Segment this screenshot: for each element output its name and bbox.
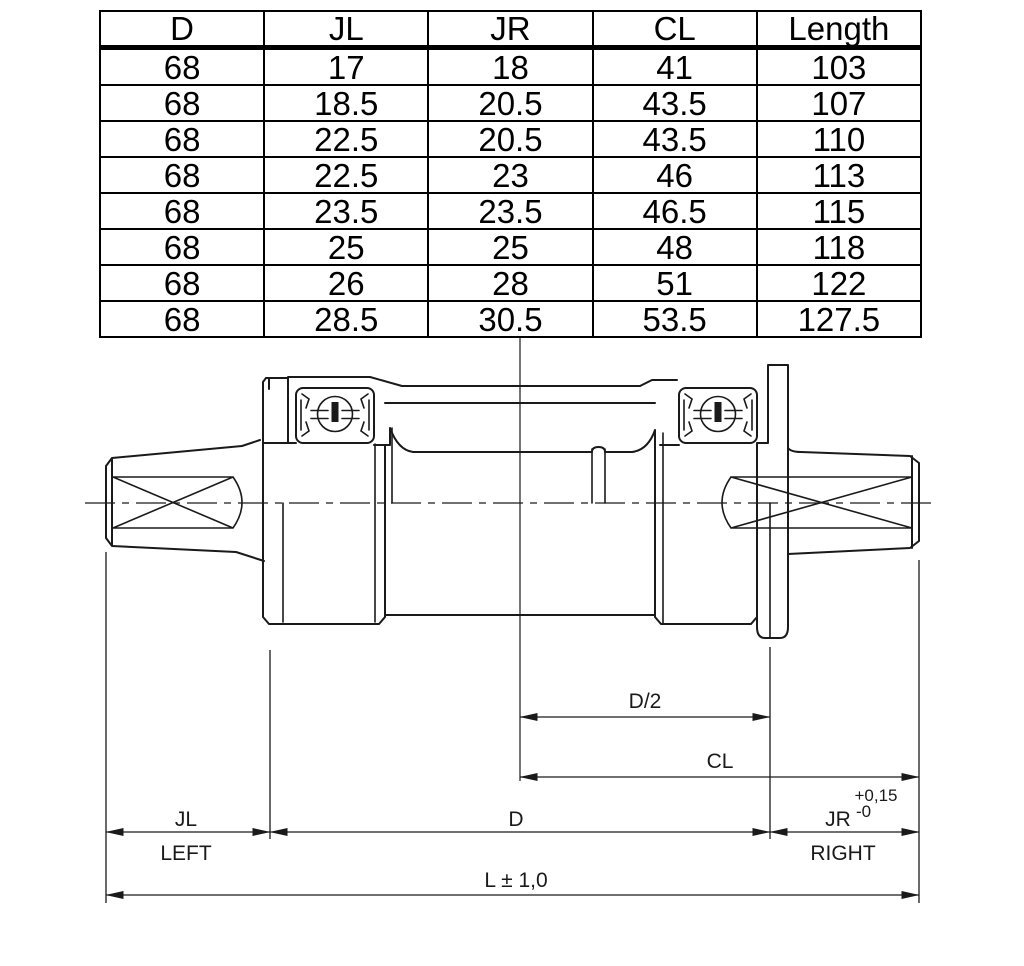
table-cell: 68 — [100, 121, 264, 157]
table-cell: 23.5 — [264, 193, 428, 229]
table-cell: 28.5 — [264, 301, 428, 337]
table-cell: 30.5 — [428, 301, 592, 337]
table-cell: 23 — [428, 157, 592, 193]
table-cell: 41 — [593, 48, 757, 86]
label-right: RIGHT — [810, 842, 876, 865]
label-d: D — [508, 808, 524, 831]
table-header-cell: D — [100, 11, 264, 48]
label-left: LEFT — [160, 842, 212, 865]
table-cell: 51 — [593, 265, 757, 301]
label-length-total: L ± 1,0 — [484, 869, 548, 892]
extension-lines — [106, 552, 919, 903]
left-bearing — [296, 388, 374, 443]
table-cell: 122 — [757, 265, 921, 301]
table-cell: 26 — [264, 265, 428, 301]
label-jr-tolerance-upper: +0,15 — [854, 786, 898, 805]
label-d-half: D/2 — [628, 690, 662, 713]
dimension-labels — [160, 690, 897, 892]
table-cell: 103 — [757, 48, 921, 86]
table-cell: 68 — [100, 85, 264, 121]
table-cell: 25 — [264, 229, 428, 265]
table-cell: 22.5 — [264, 157, 428, 193]
table-cell: 48 — [593, 229, 757, 265]
label-jr: JR — [825, 808, 851, 831]
table-cell: 20.5 — [428, 85, 592, 121]
table-header-cell: JR — [428, 11, 592, 48]
shell-and-spindle — [374, 403, 679, 615]
table-cell: 17 — [264, 48, 428, 86]
table-cell: 68 — [100, 193, 264, 229]
table-cell: 28 — [428, 265, 592, 301]
label-jr-tolerance-lower: -0 — [856, 802, 872, 821]
table-cell: 20.5 — [428, 121, 592, 157]
table-cell: 110 — [757, 121, 921, 157]
table-cell: 107 — [757, 85, 921, 121]
label-jl: JL — [174, 808, 198, 831]
table-cell: 68 — [100, 265, 264, 301]
table-cell: 68 — [100, 301, 264, 337]
table-cell: 18 — [428, 48, 592, 86]
left-spindle — [106, 440, 264, 561]
table-cell: 68 — [100, 229, 264, 265]
table-cell: 127.5 — [757, 301, 921, 337]
left-cup — [263, 377, 640, 624]
table-cell: 22.5 — [264, 121, 428, 157]
table-cell: 68 — [100, 48, 264, 86]
right-bearing — [679, 388, 757, 443]
table-header-cell: CL — [593, 11, 757, 48]
table-cell: 118 — [757, 229, 921, 265]
table-cell: 46.5 — [593, 193, 757, 229]
table-cell: 68 — [100, 157, 264, 193]
table-cell: 43.5 — [593, 121, 757, 157]
table-cell: 115 — [757, 193, 921, 229]
label-cl: CL — [706, 750, 734, 773]
table-cell: 113 — [757, 157, 921, 193]
table-header-cell: Length — [757, 11, 921, 48]
table-cell: 25 — [428, 229, 592, 265]
table-cell: 53.5 — [593, 301, 757, 337]
table-cell: 23.5 — [428, 193, 592, 229]
table-cell: 18.5 — [264, 85, 428, 121]
table-cell: 43.5 — [593, 85, 757, 121]
table-cell: 46 — [593, 157, 757, 193]
table-header-cell: JL — [264, 11, 428, 48]
